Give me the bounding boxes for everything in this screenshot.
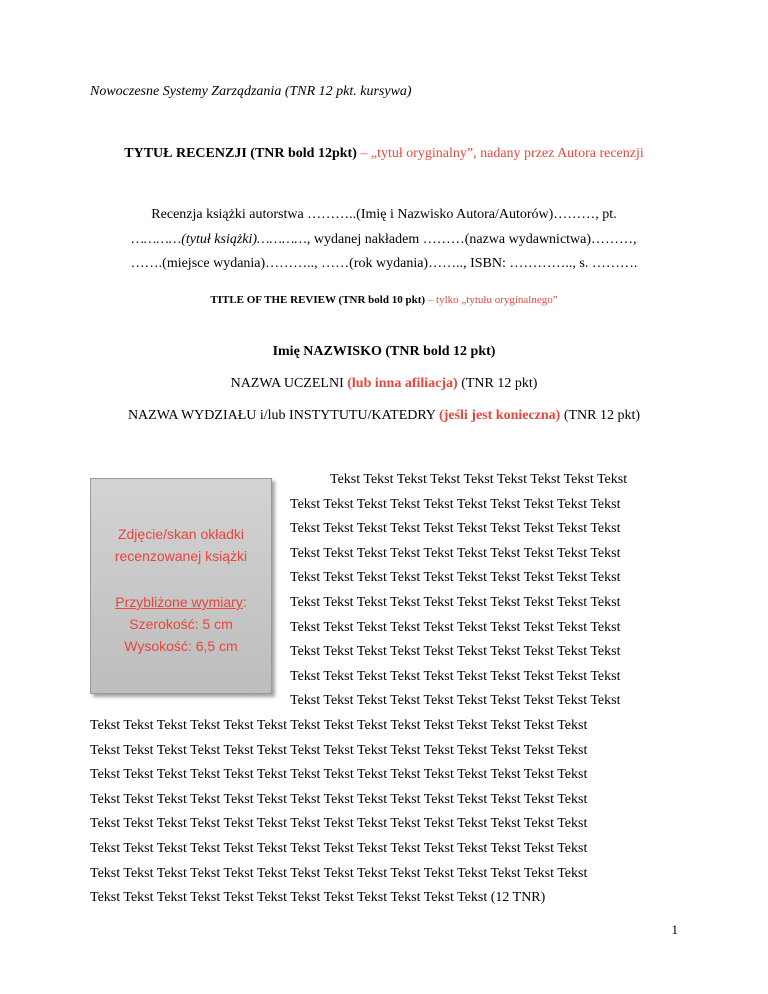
faculty-name: NAZWA WYDZIAŁU i/lub INSTYTUTU/KATEDRY — [127, 408, 440, 423]
english-title-main: TITLE OF THE REVIEW (TNR bold 10 pkt) — [210, 294, 426, 306]
citation-line-3: …….(miejsce wydania)……….., ……(rok wydania)…….., ISBN: ………….., s. ………. — [130, 256, 638, 271]
english-title-note: – tylko „tytułu oryginalnego” — [425, 294, 558, 306]
review-title — [0, 146, 768, 162]
review-title-main: TYTUŁ RECENZJI (TNR bold 12pkt) — [124, 146, 357, 161]
english-title — [0, 294, 768, 306]
university-line — [0, 376, 768, 392]
author-name: Imię NAZWISKO (TNR bold 12 pkt) — [272, 344, 496, 359]
body-line: Tekst Tekst Tekst Tekst Tekst Tekst Tekst Tekst Tekst Tekst — [290, 644, 621, 660]
cover-caption-line-2: recenzowanej książki — [114, 548, 248, 564]
book-citation — [90, 203, 678, 277]
body-line: Tekst Tekst Tekst Tekst Tekst Tekst Tekst Tekst Tekst Tekst — [290, 496, 621, 512]
body-line: Tekst Tekst Tekst Tekst Tekst Tekst Tekst Tekst Tekst Tekst Tekst Tekst Tekst Tekst Tekst — [90, 840, 588, 856]
body-line: Tekst Tekst Tekst Tekst Tekst Tekst Tekst Tekst Tekst Tekst — [290, 570, 621, 586]
body-line: Tekst Tekst Tekst Tekst Tekst Tekst Tekst Tekst Tekst Tekst Tekst Tekst Tekst Tekst Tekst — [90, 767, 588, 783]
faculty-format: (TNR 12 pkt) — [560, 408, 641, 423]
citation-publisher: , wydanej nakładem ………(nazwa wydawnictwa)………, — [306, 231, 637, 247]
body-text — [90, 468, 678, 911]
journal-name: Nowoczesne Systemy Zarządzania (TNR 12 pkt. kursywa) — [90, 84, 412, 99]
faculty-line — [0, 408, 768, 424]
university-format: (TNR 12 pkt) — [457, 376, 538, 391]
body-line: Tekst Tekst Tekst Tekst Tekst Tekst Tekst Tekst Tekst Tekst Tekst Tekst Tekst Tekst Tekst — [90, 791, 588, 807]
cover-caption-line-1: Zdjęcie/skan okładki — [117, 526, 245, 542]
page-number: 1 — [671, 922, 678, 937]
body-line: Tekst Tekst Tekst Tekst Tekst Tekst Tekst Tekst Tekst — [330, 472, 628, 487]
citation-line-1: Recenzja książki autorstwa ………..(Imię i Nazwisko Autora/Autorów)………, pt. — [151, 207, 617, 222]
body-line: Tekst Tekst Tekst Tekst Tekst Tekst Tekst Tekst Tekst Tekst — [290, 594, 621, 610]
body-line: Tekst Tekst Tekst Tekst Tekst Tekst Tekst Tekst Tekst Tekst Tekst Tekst Tekst Tekst Tekst — [90, 865, 588, 881]
body-line: Tekst Tekst Tekst Tekst Tekst Tekst Tekst Tekst Tekst Tekst Tekst Tekst Tekst Tekst Tekst — [90, 742, 588, 758]
cover-dims-label: Przybliżone wymiary — [115, 594, 243, 610]
cover-width: Szerokość: 5 cm — [129, 616, 233, 632]
cover-dims-colon: : — [242, 594, 247, 610]
body-line: Tekst Tekst Tekst Tekst Tekst Tekst Tekst Tekst Tekst Tekst Tekst Tekst Tekst Tekst Tekst — [90, 717, 588, 733]
review-title-note: – „tytuł oryginalny”, nadany przez Autora recenzji — [356, 146, 644, 161]
body-line: Tekst Tekst Tekst Tekst Tekst Tekst Tekst Tekst Tekst Tekst — [290, 521, 621, 537]
body-line: Tekst Tekst Tekst Tekst Tekst Tekst Tekst Tekst Tekst Tekst Tekst Tekst Tekst Tekst Tekst — [90, 816, 588, 832]
citation-book-title: …………(tytuł książki)………… — [131, 231, 307, 247]
body-line: Tekst Tekst Tekst Tekst Tekst Tekst Tekst Tekst Tekst Tekst — [290, 693, 621, 709]
body-line-last: Tekst Tekst Tekst Tekst Tekst Tekst Tekst Tekst Tekst Tekst Tekst Tekst (12 TNR) — [90, 890, 546, 906]
faculty-note: (jeśli jest konieczna) — [439, 408, 561, 423]
cover-height: Wysokość: 6,5 cm — [124, 638, 238, 654]
body-line: Tekst Tekst Tekst Tekst Tekst Tekst Tekst Tekst Tekst Tekst — [290, 619, 621, 635]
university-name: NAZWA UCZELNI — [230, 376, 348, 391]
university-note: (lub inna afiliacja) — [347, 376, 458, 391]
body-line: Tekst Tekst Tekst Tekst Tekst Tekst Tekst Tekst Tekst Tekst — [290, 545, 621, 561]
body-line: Tekst Tekst Tekst Tekst Tekst Tekst Tekst Tekst Tekst Tekst — [290, 668, 621, 684]
citation-line-2 — [90, 228, 678, 253]
